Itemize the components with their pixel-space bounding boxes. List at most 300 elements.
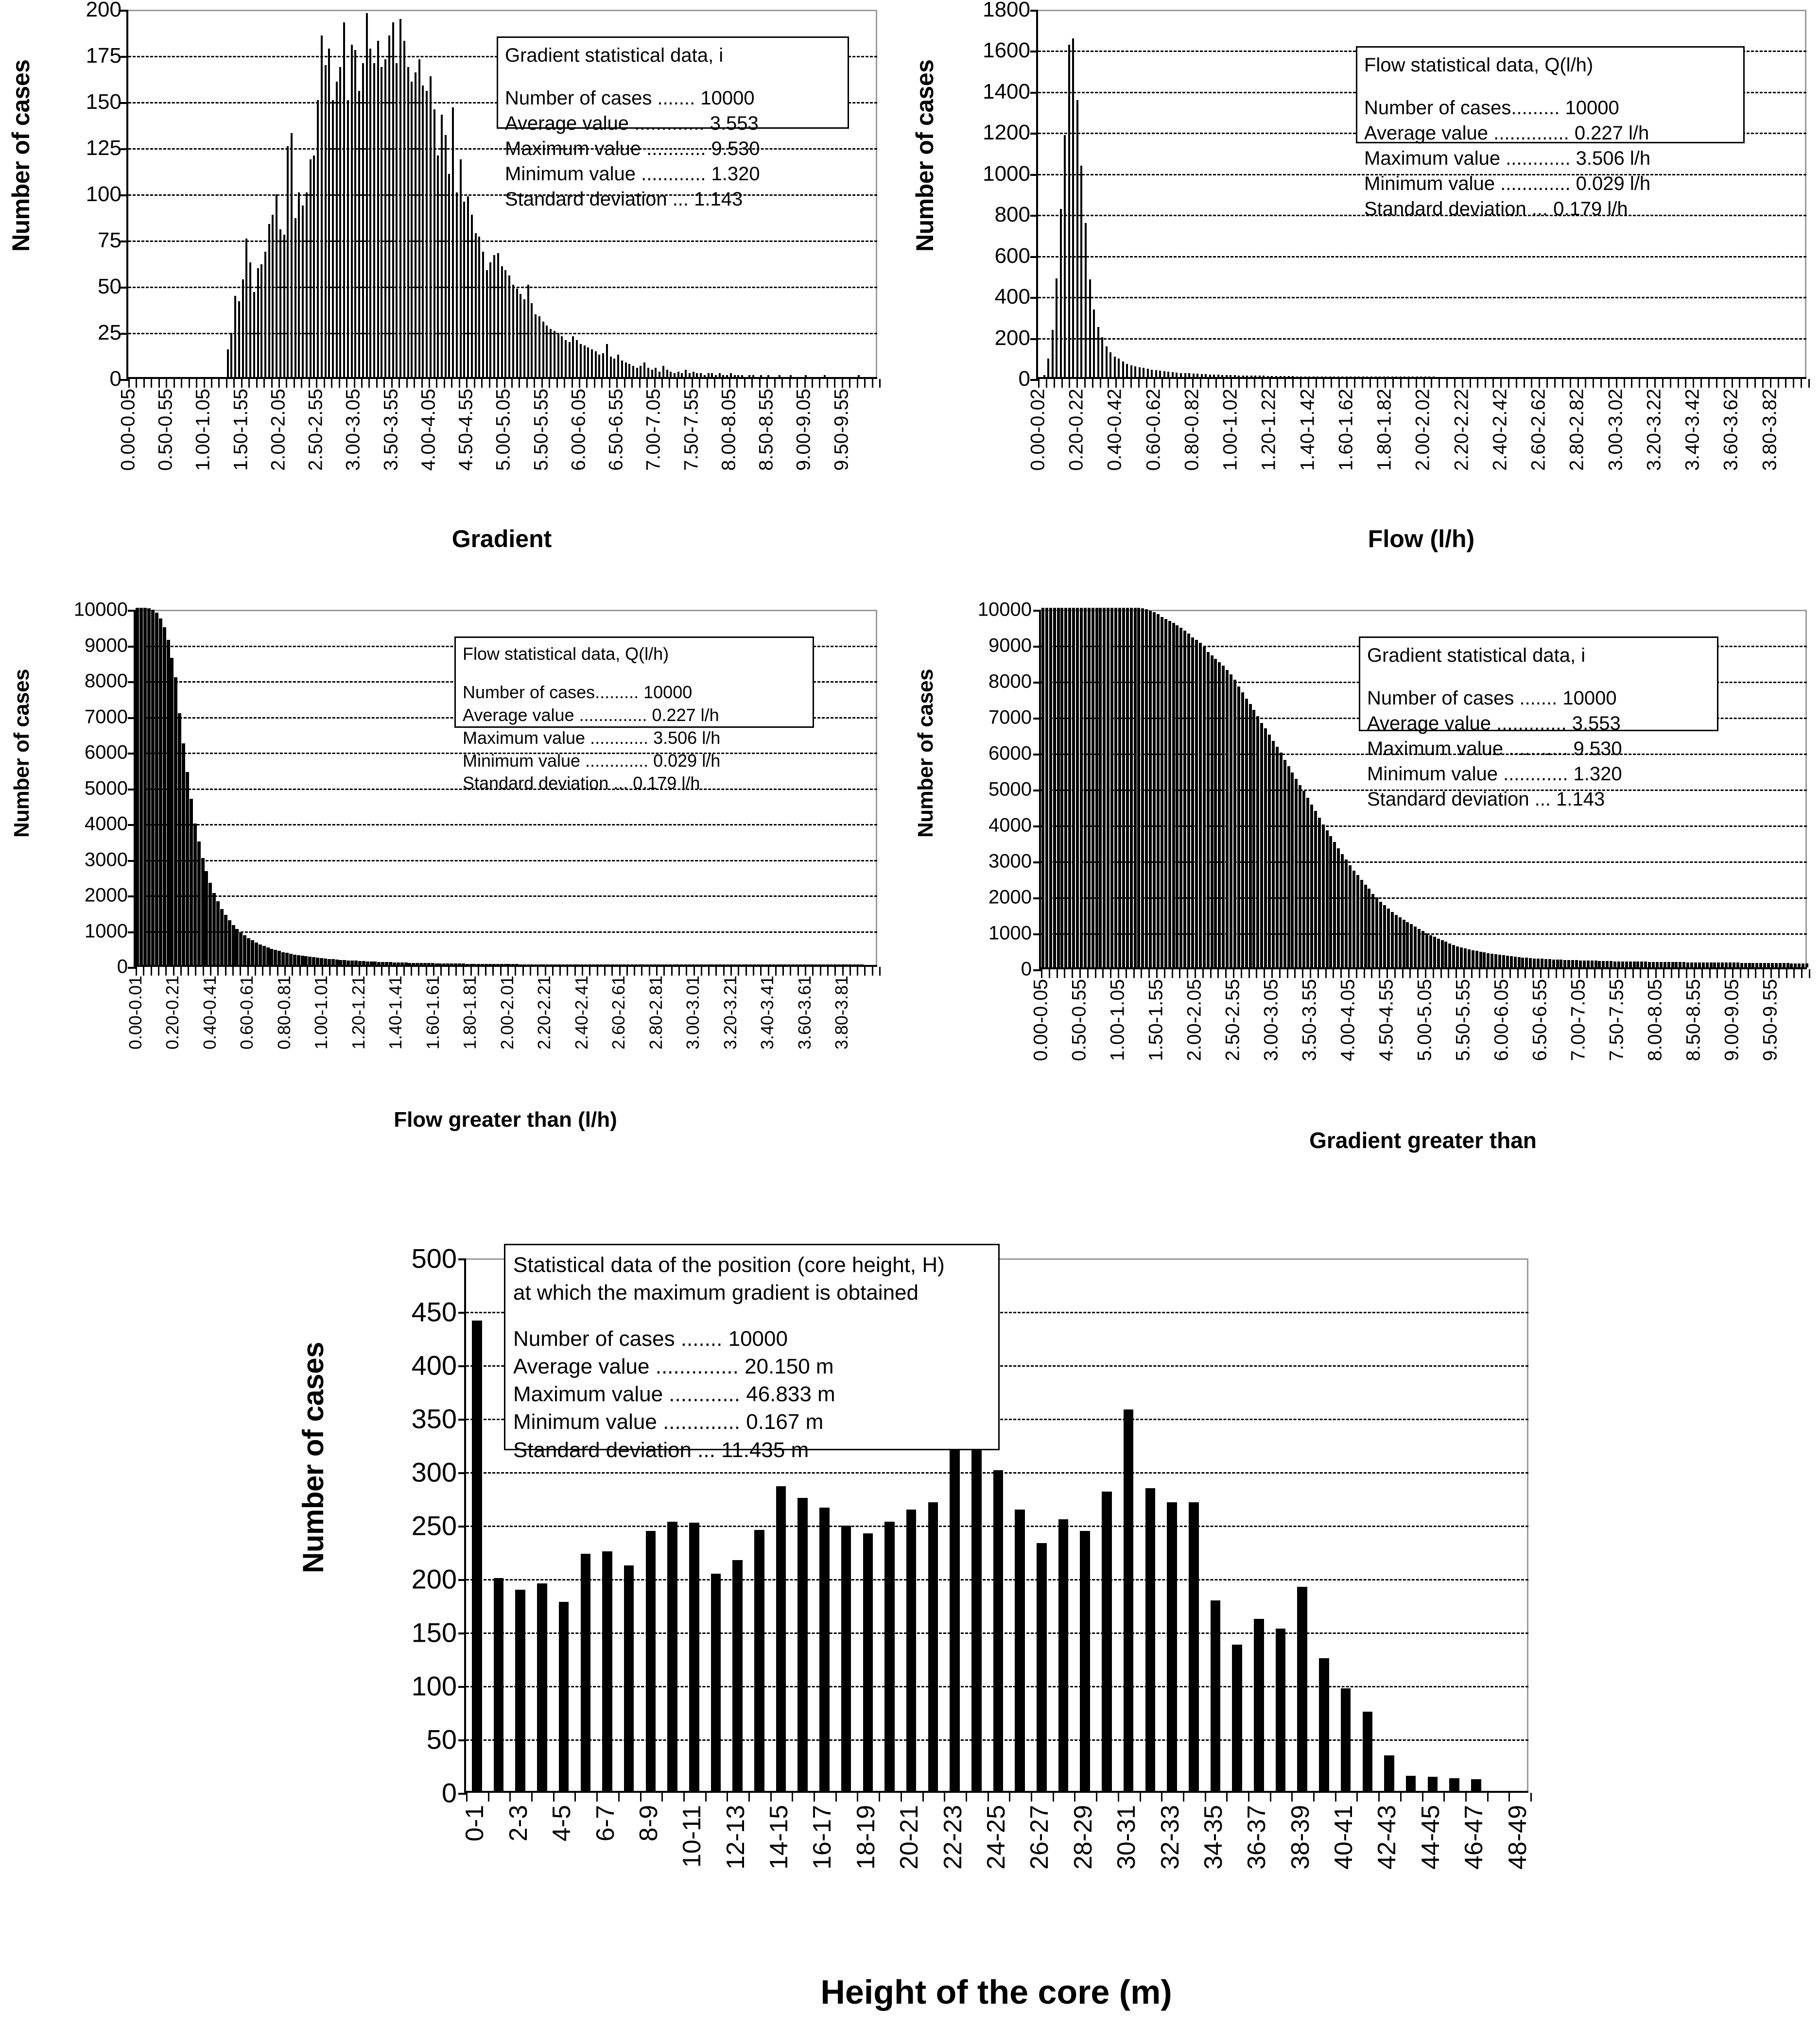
- y-axis-tick-label: 50: [426, 1724, 457, 1755]
- bar: [767, 375, 769, 377]
- x-axis-tick-mark: [1492, 379, 1494, 388]
- bar: [441, 115, 443, 377]
- x-axis-tick-mark: [1748, 969, 1749, 978]
- x-axis-tick-mark: [1210, 969, 1212, 978]
- x-axis-tick-mark: [1279, 969, 1281, 978]
- x-axis-tick-mark: [496, 379, 498, 388]
- bar: [492, 964, 496, 965]
- bar: [1690, 962, 1693, 967]
- x-axis-tick-mark: [203, 967, 204, 976]
- x-axis-tick-mark: [158, 967, 159, 976]
- x-axis-tick-mark: [1215, 379, 1217, 388]
- bar: [1252, 710, 1255, 967]
- x-axis-tick-mark: [1100, 379, 1101, 388]
- y-axis-tick-label: 800: [994, 203, 1030, 227]
- bar: [653, 964, 657, 965]
- bar: [1510, 956, 1513, 967]
- bar: [1207, 652, 1210, 967]
- panel-core-height-histogram: [292, 1234, 1555, 2044]
- bar: [737, 375, 739, 377]
- x-axis-tick-mark: [1747, 379, 1748, 388]
- x-axis-tick-mark: [391, 379, 393, 388]
- bar: [485, 964, 488, 965]
- x-axis-tick-mark: [1554, 379, 1556, 388]
- bar: [795, 964, 798, 965]
- bar: [852, 964, 856, 965]
- bar: [467, 196, 469, 377]
- x-axis-tick-mark: [1755, 969, 1756, 978]
- x-axis-tick-mark: [1238, 379, 1240, 388]
- x-axis-tick-label: 6-7: [591, 1805, 620, 1842]
- bar: [1143, 368, 1144, 377]
- bar: [163, 627, 166, 965]
- bar: [1779, 963, 1782, 967]
- x-axis-tick-mark: [284, 967, 286, 976]
- y-axis-tick-mark: [458, 1793, 466, 1795]
- bar: [655, 368, 657, 377]
- bar: [1064, 135, 1066, 377]
- bar: [1679, 962, 1681, 967]
- y-axis-tick-mark: [128, 789, 136, 790]
- x-axis-tick-label: 8-9: [634, 1805, 663, 1842]
- x-axis-tick-mark: [744, 379, 745, 388]
- bar: [1706, 962, 1709, 967]
- x-axis-tick-mark: [1655, 969, 1657, 978]
- x-axis-tick-mark: [619, 967, 621, 976]
- bar: [466, 964, 469, 965]
- bar: [1280, 753, 1283, 967]
- y-axis-tick-mark: [458, 1365, 466, 1367]
- bar: [749, 964, 752, 965]
- x-axis-tick-mark: [1095, 969, 1096, 978]
- x-axis-tick-mark: [1654, 379, 1656, 388]
- x-axis-tick-mark: [1277, 379, 1278, 388]
- bar: [542, 322, 544, 377]
- bar: [1147, 369, 1149, 377]
- x-axis-tick-mark: [301, 379, 302, 388]
- x-axis-tick-mark: [753, 967, 754, 976]
- y-axis-tick-mark: [1030, 92, 1038, 94]
- bar: [1698, 962, 1701, 967]
- bar: [1387, 909, 1390, 967]
- bar: [362, 961, 365, 965]
- x-axis-tick-mark: [760, 967, 762, 976]
- bar: [624, 1565, 634, 1791]
- bar: [182, 743, 185, 965]
- x-axis-tick-label: 26-27: [1025, 1805, 1054, 1870]
- x-axis-tick-mark: [1294, 969, 1296, 978]
- x-axis-tick-mark: [1087, 969, 1089, 978]
- bar: [1271, 376, 1273, 377]
- bar: [719, 373, 721, 377]
- bar: [715, 375, 717, 377]
- y-axis-tick-mark: [128, 681, 136, 683]
- bar: [1625, 962, 1628, 967]
- bar: [1514, 957, 1517, 967]
- bar: [507, 964, 511, 965]
- x-axis-tick-mark: [988, 1793, 989, 1802]
- x-axis-tick-mark: [1079, 969, 1081, 978]
- x-axis-tick-mark: [1177, 379, 1178, 388]
- x-axis-tick-label: 8.00-8.05: [718, 389, 740, 471]
- y-axis-tick-label: 150: [411, 1617, 457, 1648]
- x-axis-tick-mark: [1793, 969, 1795, 978]
- bar: [1640, 962, 1643, 967]
- x-axis-tick-mark: [1300, 379, 1301, 388]
- bar: [707, 964, 711, 965]
- bar: [155, 613, 158, 965]
- x-axis-tick-mark: [1609, 969, 1611, 978]
- statbox-row: Standard deviation ... 1.143: [505, 189, 743, 210]
- bar: [512, 285, 514, 377]
- x-axis-tick-mark: [1302, 969, 1303, 978]
- x-axis-tick-mark: [1096, 1793, 1097, 1802]
- x-axis-tick-mark: [1678, 969, 1680, 978]
- x-axis-tick-label: 1.80-1.81: [460, 976, 480, 1050]
- bar: [1364, 885, 1367, 967]
- bar: [646, 1531, 656, 1791]
- bar: [1399, 917, 1402, 967]
- bar: [1341, 854, 1344, 967]
- bar: [1686, 962, 1689, 968]
- bar: [1786, 963, 1789, 967]
- bar: [619, 964, 622, 965]
- x-axis-tick-mark: [1808, 379, 1810, 388]
- x-axis-tick-mark: [1123, 379, 1124, 388]
- x-axis-tick-mark: [1443, 1793, 1445, 1802]
- bar: [1118, 608, 1121, 967]
- x-axis-tick-labels: [461, 1805, 1532, 1965]
- bar: [407, 67, 409, 377]
- bar: [320, 958, 323, 965]
- bar: [1161, 617, 1163, 967]
- y-axis-tick-mark: [1033, 754, 1041, 756]
- bar: [1226, 375, 1228, 377]
- x-axis-tick-mark: [1416, 379, 1417, 388]
- x-axis-tick-mark: [1356, 969, 1357, 978]
- bar: [259, 945, 262, 965]
- bar: [332, 100, 334, 377]
- x-axis-tick-mark: [433, 967, 434, 976]
- bar: [1256, 716, 1259, 967]
- x-axis-tick-mark: [248, 379, 250, 388]
- bar: [1429, 935, 1432, 967]
- x-axis-tick-label: 3.00-3.05: [1260, 979, 1282, 1062]
- x-axis-tick-mark: [204, 379, 205, 388]
- bar: [1047, 359, 1049, 377]
- bar: [677, 372, 679, 377]
- bar: [477, 964, 480, 965]
- bar: [1276, 1629, 1286, 1791]
- x-axis-tick-mark: [789, 379, 791, 388]
- x-axis-tick-mark: [316, 379, 317, 388]
- x-axis-tick-mark: [727, 1793, 728, 1802]
- x-axis-tick-label: 9.00-9.05: [793, 389, 815, 471]
- x-axis-tick-mark: [1471, 969, 1473, 978]
- bar: [396, 63, 398, 377]
- x-axis-tick-mark: [226, 379, 227, 388]
- bar: [1176, 373, 1178, 377]
- y-axis-tick-label: 6000: [85, 741, 128, 763]
- bar: [588, 964, 591, 965]
- bar: [1053, 608, 1056, 967]
- bar: [754, 1530, 764, 1791]
- bar: [1267, 376, 1269, 377]
- bar: [565, 340, 567, 377]
- x-axis-tick-mark: [455, 967, 457, 976]
- x-axis-tick-label: 7.50-7.55: [1606, 979, 1628, 1062]
- bar: [442, 963, 446, 965]
- bar: [1541, 959, 1543, 967]
- bar: [1710, 962, 1713, 967]
- bar: [178, 713, 181, 965]
- x-axis-tick-label: 5.50-5.55: [530, 389, 552, 471]
- bar: [1479, 952, 1482, 967]
- bar: [1790, 963, 1793, 968]
- bar: [136, 608, 139, 965]
- bar: [1595, 961, 1597, 967]
- x-axis-tick-mark: [872, 967, 873, 976]
- bar: [1444, 942, 1447, 967]
- bar: [1337, 848, 1340, 967]
- bar: [819, 1508, 830, 1791]
- bar: [615, 964, 618, 965]
- x-axis-tick-mark: [1470, 379, 1471, 388]
- x-axis-tick-mark: [519, 379, 520, 388]
- x-axis-tick-mark: [646, 379, 648, 388]
- x-axis-tick-label: 1.40-1.42: [1297, 389, 1318, 471]
- x-axis-tick-mark: [478, 967, 479, 976]
- bar: [1583, 961, 1586, 967]
- x-axis-tick-mark: [770, 1793, 772, 1802]
- x-axis-tick-mark: [1141, 969, 1142, 978]
- x-axis-tick-mark: [596, 1793, 598, 1802]
- bar: [1319, 1658, 1329, 1791]
- bar: [1556, 960, 1559, 967]
- x-axis-tick-mark: [1156, 969, 1158, 978]
- x-axis-tick-mark: [835, 1793, 837, 1802]
- x-axis-tick-mark: [1616, 379, 1617, 388]
- panel-flow-histogram: [904, 0, 1820, 559]
- statbox-row: Maximum value ........... 9.530: [505, 138, 760, 159]
- x-axis-tick-mark: [857, 967, 858, 976]
- bar: [313, 155, 315, 377]
- bar: [366, 962, 369, 965]
- bar: [665, 964, 668, 965]
- bar: [343, 960, 346, 965]
- x-axis-tick-mark: [1364, 969, 1365, 978]
- x-axis-tick-mark: [1057, 969, 1058, 978]
- x-axis-tick-mark: [579, 379, 580, 388]
- x-axis-tick-mark: [729, 379, 730, 388]
- bar: [272, 215, 274, 377]
- x-axis-tick-mark: [1494, 969, 1495, 978]
- x-axis-tick-label: 0.00-0.05: [1030, 979, 1052, 1062]
- bar: [1102, 1492, 1112, 1791]
- y-axis-tick-label: 10000: [73, 599, 128, 620]
- bar: [472, 1321, 482, 1791]
- x-axis-tick-label: 2.20-2.22: [1451, 389, 1473, 471]
- bar: [531, 303, 533, 377]
- bar: [572, 336, 574, 377]
- x-axis-tick-label: 4.50-4.55: [455, 389, 477, 471]
- x-axis-tick-mark: [1585, 379, 1586, 388]
- x-axis-tick-mark: [240, 967, 241, 976]
- bar: [316, 958, 319, 965]
- bar: [730, 373, 732, 377]
- bar: [906, 1510, 917, 1791]
- bar: [693, 372, 694, 377]
- bar: [1089, 279, 1091, 377]
- x-axis-tick-mark: [1340, 969, 1342, 978]
- x-axis-tick-mark: [277, 967, 278, 976]
- y-axis-tick-mark: [1030, 215, 1038, 217]
- x-axis-tick-label: 7.00-7.05: [1567, 979, 1589, 1062]
- bar: [336, 82, 338, 377]
- bar: [291, 133, 293, 377]
- x-axis-tick-mark: [857, 379, 858, 388]
- y-axis-tick-mark: [128, 895, 136, 897]
- bar: [1072, 38, 1074, 377]
- x-axis-tick-mark: [1708, 379, 1710, 388]
- y-axis-tick-mark: [128, 646, 136, 648]
- bar: [478, 237, 480, 377]
- bar: [1157, 614, 1160, 967]
- x-axis-tick-mark: [864, 967, 866, 976]
- bar: [1494, 954, 1497, 967]
- x-axis-tick-mark: [403, 967, 405, 976]
- bar: [1238, 376, 1240, 377]
- x-axis-tick-mark: [463, 967, 464, 976]
- x-axis-tick-mark: [814, 1793, 815, 1802]
- x-axis-tick-label: 7.50-7.55: [680, 389, 702, 471]
- bar: [576, 340, 578, 377]
- bar: [790, 375, 792, 377]
- bar: [381, 962, 384, 965]
- bar: [625, 362, 627, 377]
- bar: [1041, 608, 1044, 967]
- x-axis-tick-mark: [218, 379, 220, 388]
- bar: [667, 1522, 677, 1791]
- x-axis-tick-mark: [136, 379, 137, 388]
- bar: [1299, 785, 1301, 967]
- bar: [1483, 952, 1486, 967]
- bar: [1110, 608, 1113, 967]
- bar: [262, 946, 266, 965]
- x-axis-tick-mark: [1724, 379, 1725, 388]
- x-axis-tick-labels: [117, 389, 877, 534]
- x-axis-tick-mark: [1508, 1793, 1510, 1802]
- x-axis-tick-mark: [1346, 379, 1348, 388]
- x-axis-tick-mark: [671, 967, 673, 976]
- x-axis-tick-mark: [1385, 379, 1386, 388]
- x-axis-tick-mark: [1525, 969, 1526, 978]
- x-axis-tick-mark: [1049, 969, 1050, 978]
- x-axis-tick-label: 14-15: [765, 1805, 794, 1870]
- x-axis-tick-mark: [1532, 969, 1534, 978]
- bar: [438, 963, 442, 965]
- x-axis-tick-mark: [1271, 969, 1273, 978]
- bar: [569, 342, 571, 377]
- bar: [1097, 327, 1099, 377]
- x-axis-tick-label: 1.20-1.21: [348, 976, 368, 1050]
- bar: [501, 266, 503, 377]
- x-axis-tick-mark: [294, 379, 295, 388]
- bar: [1591, 961, 1594, 967]
- x-axis-tick-label: 3.40-3.41: [757, 976, 778, 1050]
- x-axis-tick-mark: [1548, 969, 1549, 978]
- y-axis-tick-label: 1400: [983, 79, 1030, 103]
- bar: [1237, 687, 1240, 967]
- bar: [643, 362, 645, 377]
- statbox-row: Number of cases ....... 10000: [1367, 687, 1617, 709]
- bar: [426, 91, 428, 377]
- bar: [1805, 963, 1808, 967]
- bar: [1057, 608, 1060, 967]
- x-axis-tick-mark: [1205, 1793, 1206, 1802]
- x-axis-tick-mark: [864, 379, 866, 388]
- bar: [489, 262, 491, 377]
- x-axis-tick-mark: [1425, 969, 1426, 978]
- bar: [1292, 376, 1294, 377]
- bar: [1076, 100, 1078, 377]
- bar: [1502, 955, 1505, 967]
- x-axis-tick-label: 44-45: [1416, 1805, 1445, 1870]
- bar: [1667, 962, 1670, 967]
- bar: [1433, 937, 1436, 967]
- x-axis-tick-mark: [1241, 969, 1242, 978]
- x-axis-tick-mark: [701, 967, 702, 976]
- x-axis-tick-mark: [693, 967, 695, 976]
- x-axis-tick-mark: [1556, 969, 1557, 978]
- bar: [1076, 608, 1079, 967]
- bar: [649, 964, 653, 965]
- bar: [753, 964, 756, 965]
- y-axis-tick-label: 200: [411, 1563, 457, 1595]
- x-axis-tick-mark: [1118, 969, 1119, 978]
- statbox-row: Maximum value ............ 3.506 l/h: [1364, 148, 1651, 169]
- x-axis-tick-mark: [1763, 969, 1764, 978]
- x-axis-tick-label: 3.20-3.21: [720, 976, 740, 1050]
- x-axis-tick-mark: [1200, 379, 1201, 388]
- x-axis-tick-mark: [812, 967, 814, 976]
- bar: [238, 301, 240, 377]
- x-axis-tick-mark: [1371, 969, 1372, 978]
- x-axis-tick-mark: [1754, 379, 1756, 388]
- y-axis-tick-label: 9000: [988, 635, 1032, 656]
- bar: [779, 375, 780, 377]
- bar: [419, 963, 423, 965]
- x-axis-tick-mark: [530, 967, 531, 976]
- statbox-title: Flow statistical data, Q(l/h): [1364, 54, 1594, 76]
- x-axis-tick-mark: [686, 967, 687, 976]
- bar: [1130, 365, 1132, 377]
- y-axis-tick-label: 125: [86, 136, 121, 160]
- x-axis-tick-mark: [1379, 969, 1380, 978]
- x-axis-tick-mark: [1624, 379, 1625, 388]
- bar: [423, 963, 427, 965]
- x-axis-tick-mark: [339, 379, 340, 388]
- bar: [515, 1590, 525, 1791]
- y-axis-tick-label: 300: [411, 1457, 457, 1488]
- x-axis-tick-mark: [849, 379, 850, 388]
- x-axis-tick-mark: [1570, 379, 1571, 388]
- bar: [818, 964, 821, 965]
- bar: [497, 253, 499, 377]
- x-axis-tick-mark: [211, 379, 212, 388]
- y-axis-tick-mark: [1033, 682, 1041, 684]
- bar: [1130, 608, 1133, 967]
